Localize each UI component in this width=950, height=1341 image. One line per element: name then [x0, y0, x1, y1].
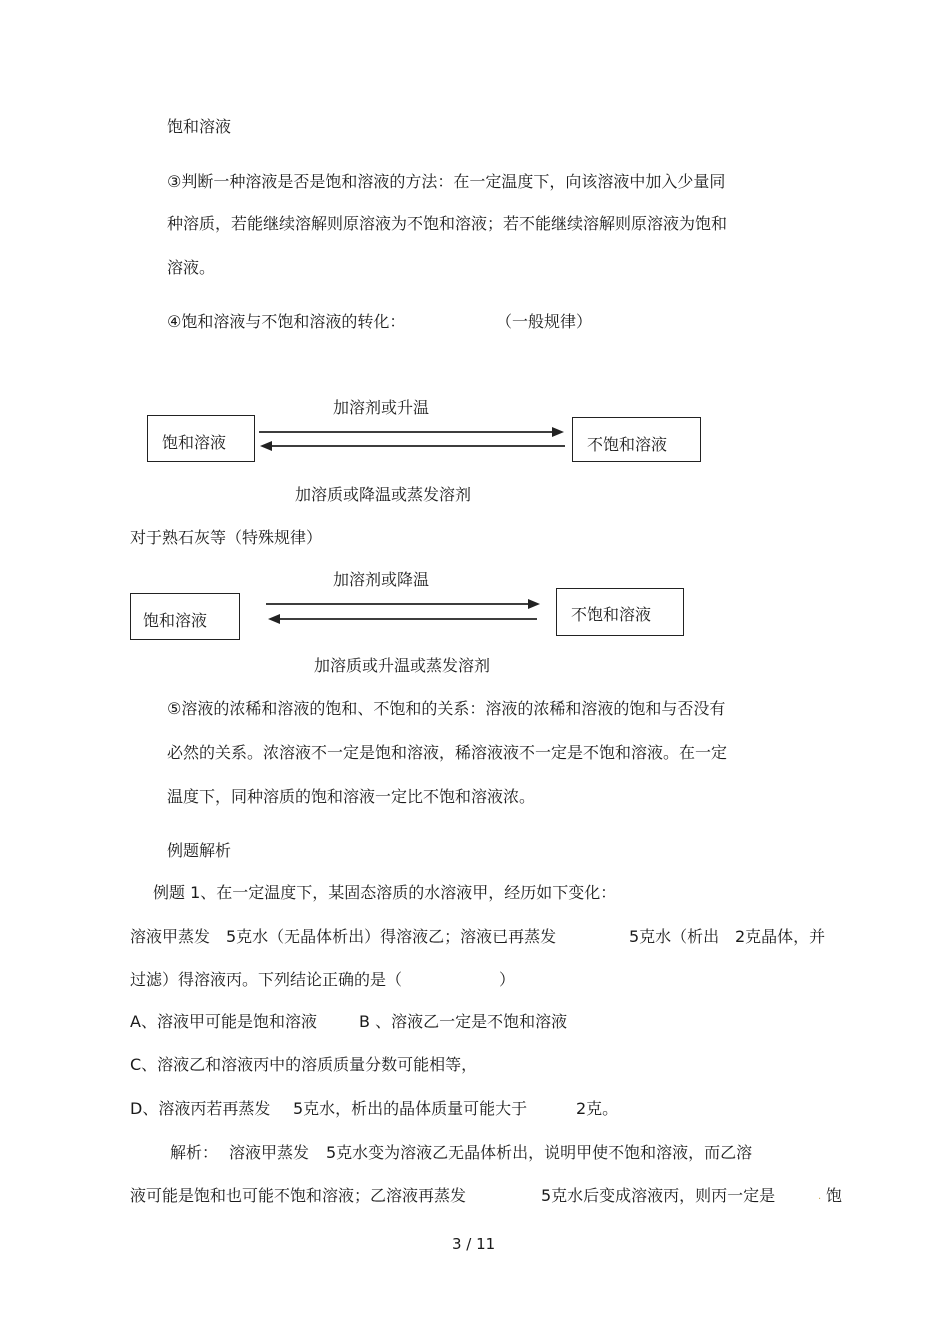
text-line: ③判断一种溶液是否是饱和溶液的方法：在一定温度下，向该溶液中加入少量同	[167, 172, 726, 191]
text-line: ）	[499, 970, 516, 989]
forward-arrowhead-1	[552, 427, 564, 437]
text-line: 对于熟石灰等（特殊规律）	[130, 528, 323, 547]
text-line: 5克水（析出	[629, 927, 720, 946]
backward-arrowhead-1	[260, 441, 272, 451]
text-line: （一般规律）	[496, 312, 593, 331]
text-line: 5克水后变成溶液丙，则丙一定是	[541, 1186, 776, 1205]
diagram2-left-box-label: 饱和溶液	[143, 611, 208, 630]
page-number: 3 / 11	[452, 1235, 496, 1253]
text-line: 饱	[826, 1186, 843, 1205]
forward-arrowhead-2	[528, 599, 540, 609]
text-line: 种溶质，若能继续溶解则原溶液为不饱和溶液；若不能继续溶解则原溶液为饱和	[167, 214, 728, 233]
text-line: 液可能是饱和也可能不饱和溶液；乙溶液再蒸发	[130, 1186, 467, 1205]
text-line: 溶液。	[167, 258, 216, 277]
text-line: 过滤）得溶液丙。下列结论正确的是（	[130, 970, 403, 989]
text-line: 5克水变为溶液乙无晶体析出，说明甲使不饱和溶液，而乙溶	[326, 1143, 753, 1162]
text-line: 必然的关系。浓溶液不一定是饱和溶液，稀溶液液不一定是不饱和溶液。在一定	[167, 743, 728, 762]
text-line: 2克晶体，并	[735, 927, 826, 946]
text-line: 溶液甲蒸发	[130, 927, 211, 946]
diagram2-bottom-label: 加溶质或升温或蒸发溶剂	[314, 656, 491, 675]
diagram1-right-box-label: 不饱和溶液	[587, 435, 668, 454]
text-line: 溶液甲蒸发	[229, 1143, 310, 1162]
text-line: 饱和溶液	[167, 117, 232, 136]
decorative-dot: .	[818, 1191, 822, 1202]
text-line: ⑤溶液的浓稀和溶液的饱和、不饱和的关系：溶液的浓稀和溶液的饱和与否没有	[167, 699, 726, 718]
option-d-end: 2克。	[576, 1099, 619, 1118]
option-d-cont: 5克水，析出的晶体质量可能大于	[293, 1099, 528, 1118]
option-d: D、溶液丙若再蒸发	[130, 1099, 271, 1118]
option-a: A、溶液甲可能是饱和溶液	[130, 1012, 317, 1031]
diagram2-right-box-label: 不饱和溶液	[571, 605, 652, 624]
section-title: 例题解析	[167, 841, 232, 860]
diagram1-left-box-label: 饱和溶液	[162, 433, 227, 452]
backward-arrowhead-2	[268, 614, 280, 624]
analysis-label: 解析：	[170, 1143, 219, 1162]
text-line: 例题 1、在一定温度下，某固态溶质的水溶液甲，经历如下变化：	[153, 883, 617, 902]
diagram2-top-label: 加溶剂或降温	[333, 570, 430, 589]
text-line: ④饱和溶液与不饱和溶液的转化：	[167, 312, 406, 331]
option-b: B 、溶液乙一定是不饱和溶液	[359, 1012, 568, 1031]
text-line: 温度下，同种溶质的饱和溶液一定比不饱和溶液浓。	[167, 787, 536, 806]
option-c: C、溶液乙和溶液丙中的溶质质量分数可能相等，	[130, 1055, 478, 1074]
text-line: 5克水（无晶体析出）得溶液乙；溶液已再蒸发	[226, 927, 557, 946]
diagram1-bottom-label: 加溶质或降温或蒸发溶剂	[295, 485, 472, 504]
diagram1-top-label: 加溶剂或升温	[333, 398, 430, 417]
